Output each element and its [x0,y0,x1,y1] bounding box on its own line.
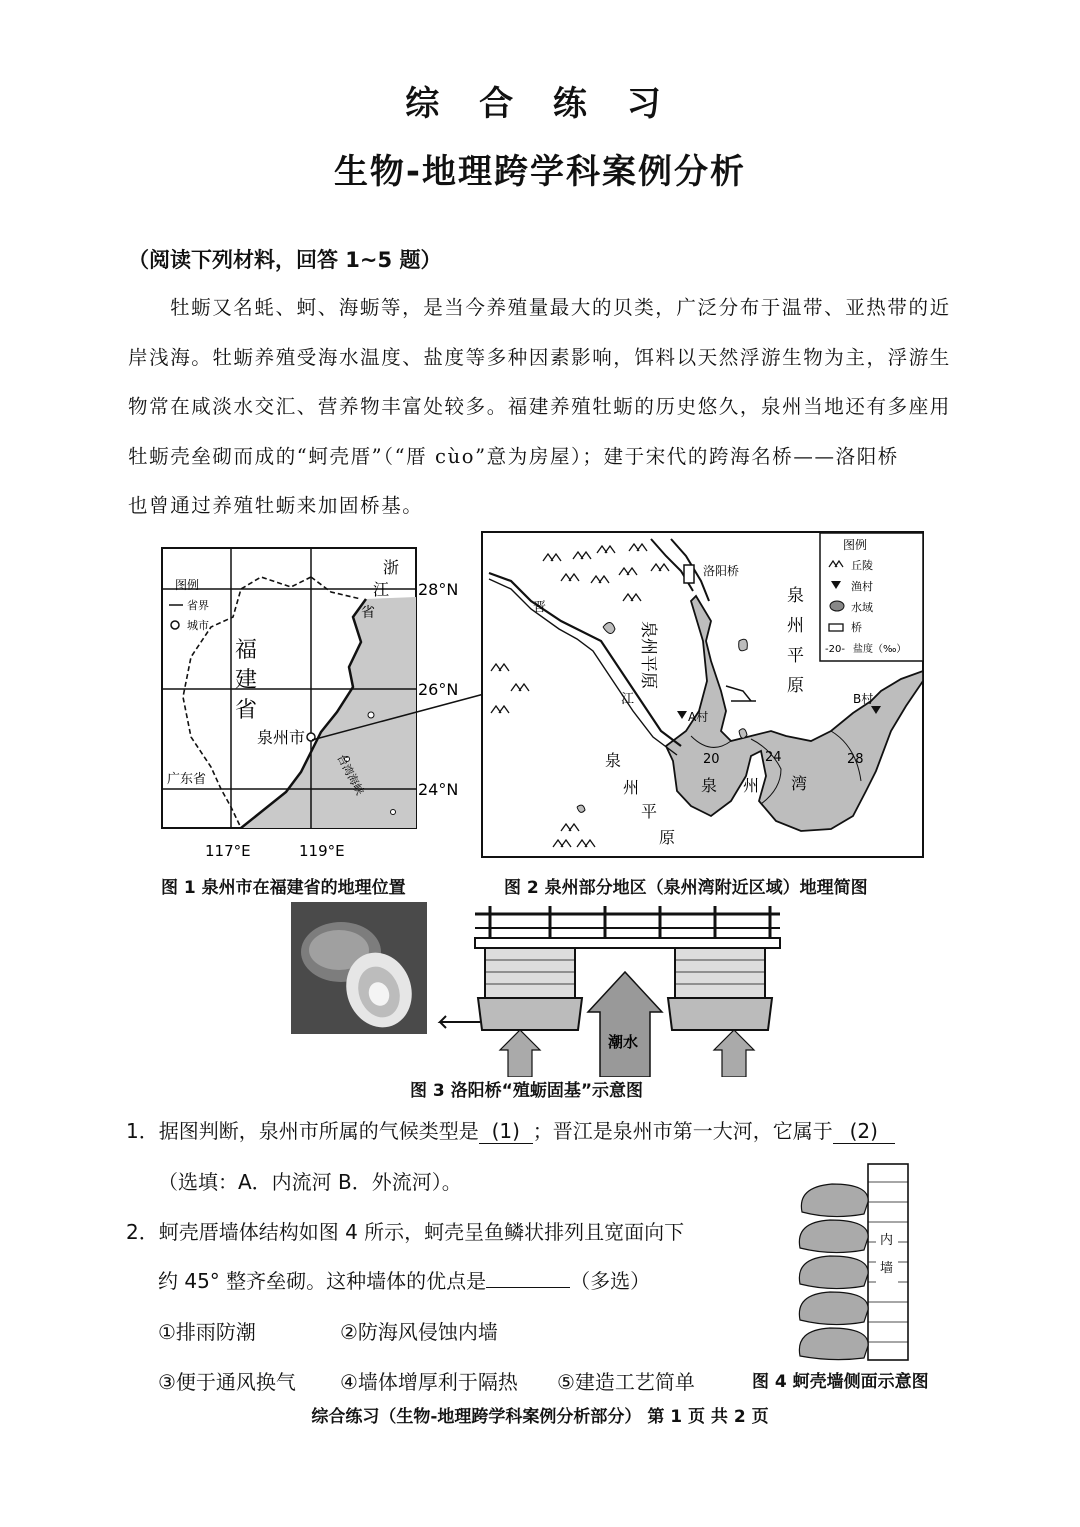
label-plain-3a: 泉 [605,751,622,770]
label-inner-2: 墙 [880,1261,894,1276]
fig1-legend-title: 图例 [175,578,200,592]
passage-line: 岸浅海。牡蛎养殖受海水温度、盐度等多种因素影响，饵料以天然浮游生物为主，浮游生 [128,345,951,369]
label-plain-3b: 州 [623,778,640,797]
label-bay-3: 湾 [791,774,808,793]
label-sheng: 省 [361,605,375,621]
label-quanzhou-city: 泉州市 [257,728,306,747]
q1-blank-1[interactable]: (1) [479,1119,533,1144]
page-title: 综 合 练 习 [405,84,675,124]
label-plain-2d: 原 [787,676,804,696]
fig2-legend-bridge: 桥 [851,621,862,634]
lon-119: 119°E [299,842,345,859]
lat-28: 28°N [418,580,459,599]
label-luoyang-bridge: 洛阳桥 [703,564,740,578]
salinity-20: 20 [703,752,720,767]
reading-instruction: （阅读下列材料，回答 1~5 题） [128,248,442,272]
label-inner-1: 内 [880,1233,894,1248]
label-village-a: A村 [688,710,709,724]
q1-text-b: ；晋江是泉州市第一大河，它属于 [532,1119,833,1143]
q2-option-3: ③便于通风换气 [158,1370,296,1394]
fig4-wall-diagram [792,1162,912,1362]
label-bay-2: 州 [743,776,760,795]
passage-line: 牡蛎壳垒砌而成的“蚵壳厝”（“厝 cùo”意为房屋）；建于宋代的跨海名桥——洛阳桥 [128,444,899,468]
question-1-options: （选填：A．内流河 B．外流河）。 [158,1170,462,1194]
label-bay-1: 泉 [701,776,718,795]
lon-117: 117°E [205,842,251,859]
figure-2 [481,531,925,859]
label-jinjiang-2: 江 [621,692,635,707]
label-plain-3c: 平 [641,802,658,821]
lat-26: 26°N [418,680,459,699]
question-1 [126,1115,895,1144]
oyster-illustration [291,902,427,1034]
fig2-legend-hill: 丘陵 [851,559,873,572]
label-plain-1: 泉州平原 [638,621,658,689]
q2-option-1: ①排雨防潮 [158,1320,256,1344]
label-fujian-2: 建 [235,668,258,693]
label-plain-2c: 平 [787,646,804,666]
fig2-map [481,531,925,859]
fig3-caption: 图 3 洛阳桥“殖蛎固基”示意图 [410,1081,644,1101]
question-2-line2 [158,1265,650,1294]
label-jiang: 江 [373,580,390,599]
passage-line: 物常在咸淡水交汇、营养物丰富处较多。福建养殖牡蛎的历史悠久，泉州当地还有多座用 [128,395,951,418]
label-plain-2b: 州 [787,616,804,636]
fig4-caption: 图 4 蚵壳墙侧面示意图 [752,1372,929,1392]
passage-line: 也曾通过养殖牡蛎来加固桥基。 [128,494,424,517]
fig1-legend-city: 城市 [187,619,209,632]
label-fujian-1: 福 [235,638,258,663]
fig1-fig2-connector [310,690,486,750]
q2-option-5: ⑤建造工艺简单 [557,1370,695,1394]
label-plain-3d: 原 [659,828,676,847]
label-plain-2a: 泉 [787,586,804,606]
fig2-legend-village: 渔村 [851,580,873,593]
fig1-legend-boundary: 省界 [187,599,209,612]
label-strait: 台湾海峡 [334,752,367,798]
tide-label: 潮水 [608,1033,639,1051]
figure-3 [430,902,785,1077]
passage-line: 牡蛎又名蚝、蚵、海蛎等，是当今养殖量最大的贝类，广泛分布于温带、亚热带的近 [170,296,951,319]
page-subtitle: 生物-地理跨学科案例分析 [333,152,747,192]
page-footer: 综合练习（生物-地理跨学科案例分析部分） 第 1 页 共 2 页 [311,1407,769,1427]
figure-4 [792,1162,912,1362]
salinity-24: 24 [765,750,782,765]
fig2-legend-title: 图例 [843,538,868,552]
salinity-28: 28 [847,752,864,767]
q1-text-a: 1．据图判断，泉州市所属的气候类型是 [126,1119,479,1143]
label-zhe: 浙 [383,558,400,577]
label-fujian-3: 省 [235,698,258,723]
question-2: 2．蚵壳厝墙体结构如图 4 所示，蚵壳呈鱼鳞状排列且宽面向下 [126,1220,685,1244]
q2-text-a: 约 45° 整齐垒砌。这种墙体的优点是 [158,1269,487,1293]
fig2-caption: 图 2 泉州部分地区（泉州湾附近区域）地理简图 [504,878,868,898]
label-jinjiang-1: 晋 [533,600,547,615]
q2-option-4: ④墙体增厚利于隔热 [340,1370,518,1394]
lat-24: 24°N [418,780,459,799]
label-guangdong: 广东省 [167,772,207,787]
q1-blank-2[interactable]: (2) [833,1119,895,1144]
fig1-caption: 图 1 泉州市在福建省的地理位置 [161,878,406,898]
fig3-bridge-diagram [430,902,785,1077]
fig2-legend-salinity-sample: -20- [825,644,845,655]
q2-text-b: （多选） [570,1269,651,1293]
oyster-photo [291,902,427,1034]
fig2-legend-water: 水域 [851,601,873,614]
reading-passage [128,283,958,531]
label-village-b: B村 [853,692,874,706]
q2-blank[interactable] [486,1287,570,1288]
fig2-legend-salinity: 盐度（‰） [853,644,907,655]
q2-option-2: ②防海风侵蚀内墙 [340,1320,498,1344]
